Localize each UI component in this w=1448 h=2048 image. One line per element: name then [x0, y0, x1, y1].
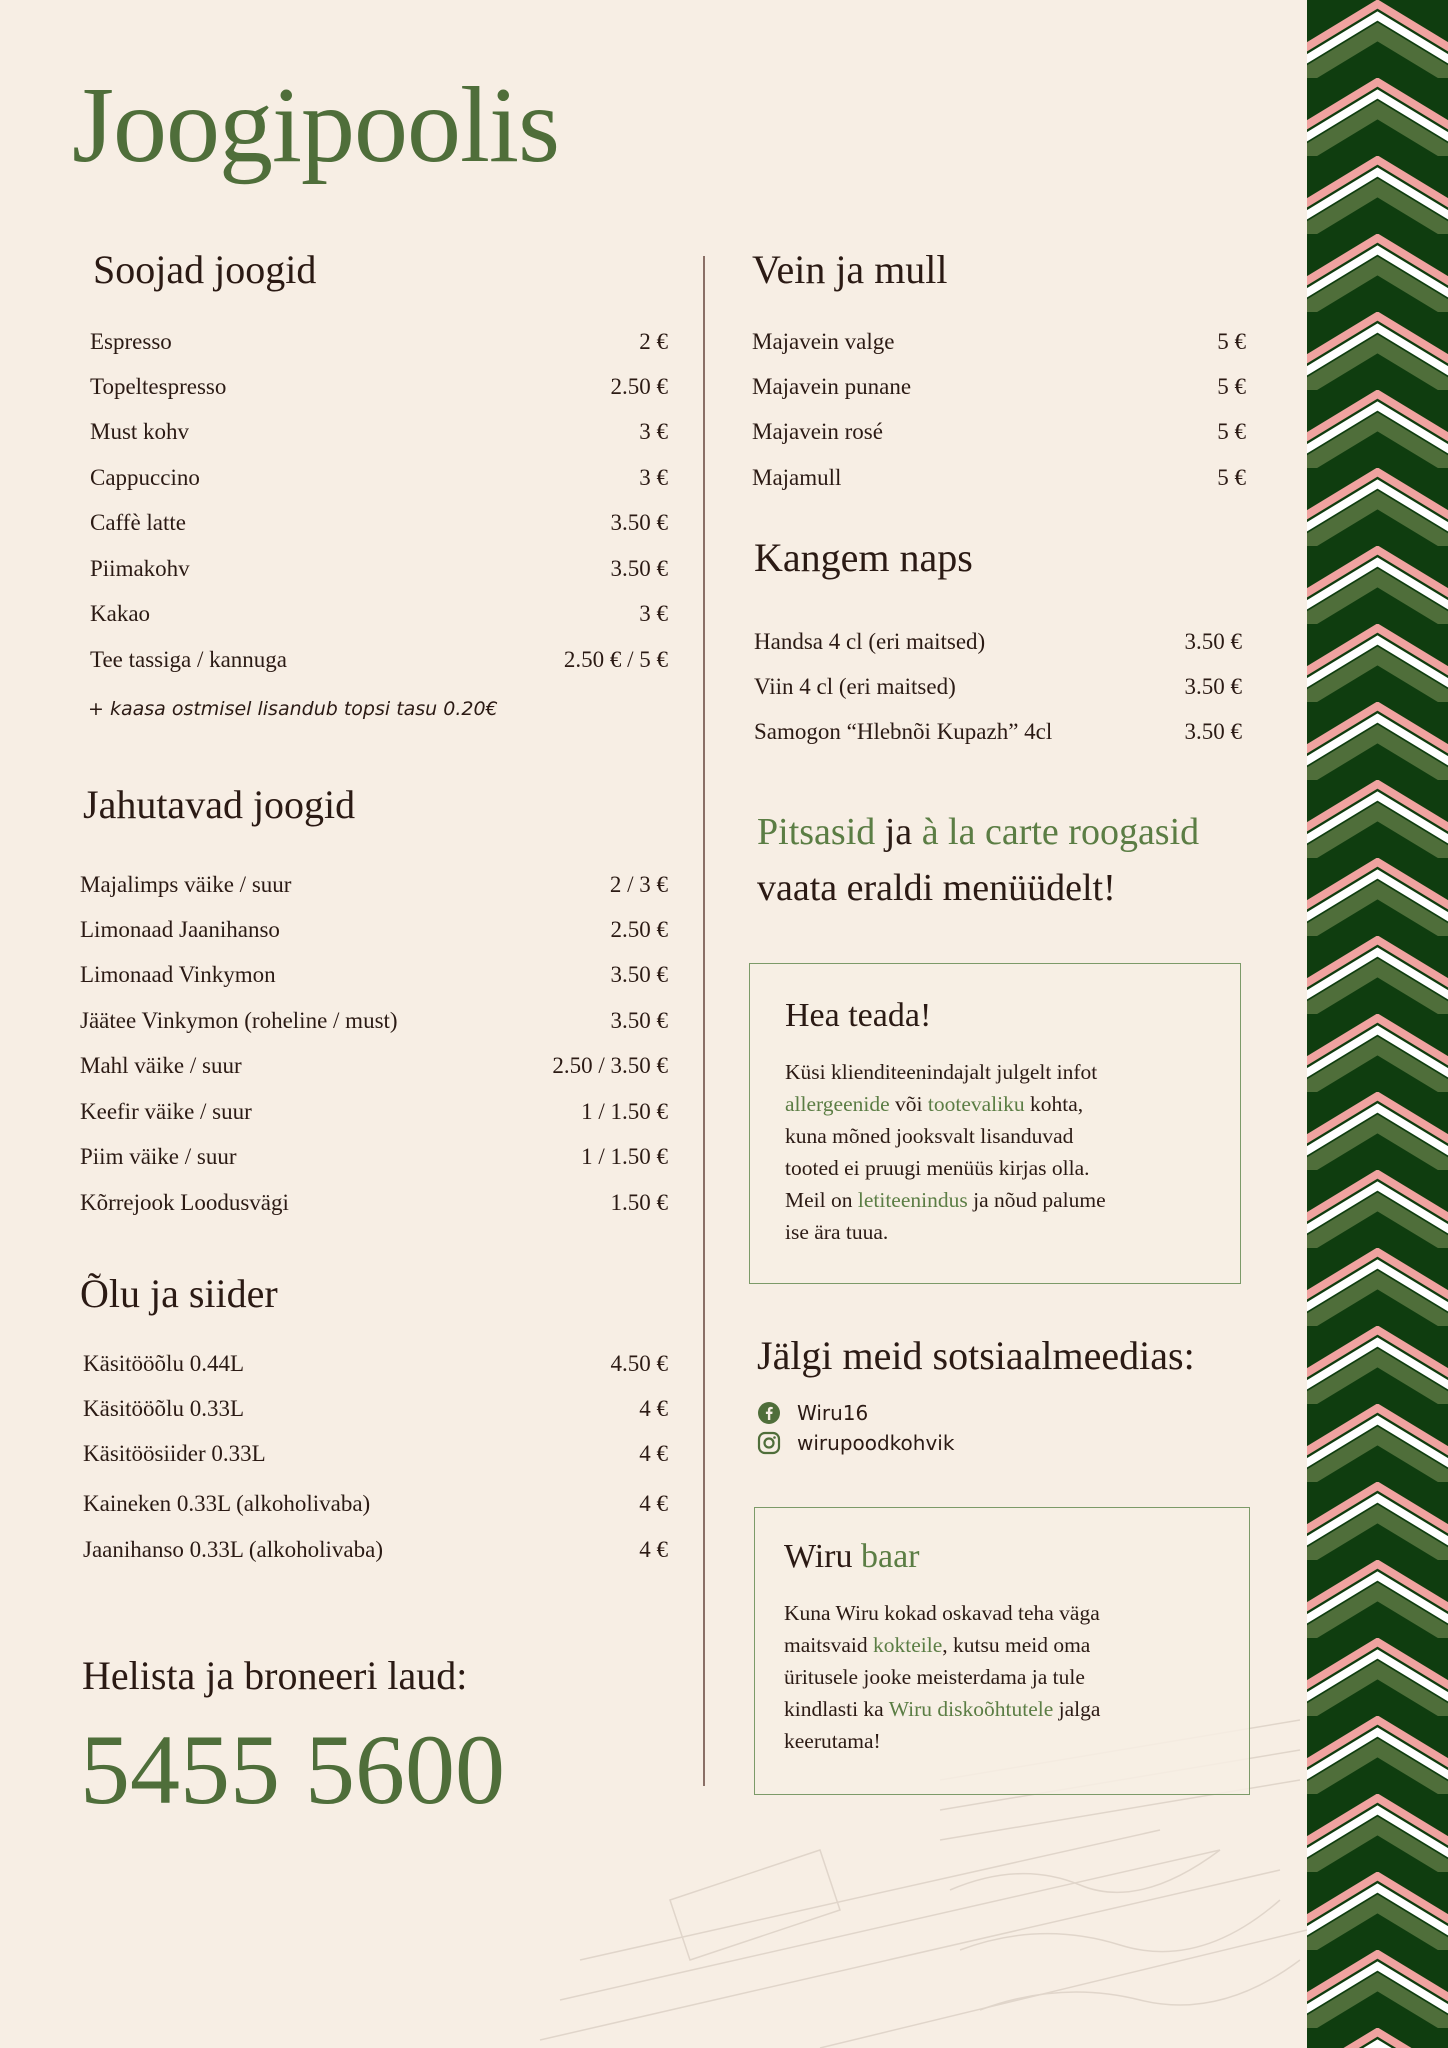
- pizza-link[interactable]: Pitsasid: [757, 811, 876, 853]
- section-heading-warm: Soojad joogid: [93, 247, 317, 292]
- item-name: Käsitööõlu 0.44L: [83, 1351, 244, 1376]
- item-name: Handsa 4 cl (eri maitsed): [754, 629, 986, 654]
- item-price: 3.50 €: [610, 556, 668, 581]
- item-name: Cappuccino: [90, 465, 200, 490]
- list-item: [90, 640, 668, 680]
- list-item: [752, 322, 1246, 362]
- item-price: 1 / 1.50 €: [581, 1144, 668, 1169]
- list-item: [754, 622, 1242, 662]
- item-price: 3.50 €: [610, 962, 668, 987]
- facebook-handle: Wiru16: [797, 1401, 869, 1425]
- section-heading-beer: Õlu ja siider: [80, 1271, 278, 1316]
- item-price: 1.50 €: [610, 1190, 668, 1215]
- phone-number[interactable]: 5455 5600: [80, 1714, 505, 1825]
- item-price: 4 €: [639, 1441, 668, 1466]
- list-item: [83, 1434, 668, 1474]
- cocktails-link[interactable]: kokteile: [872, 1633, 943, 1657]
- item-price: 1 / 1.50 €: [581, 1099, 668, 1124]
- other-menus-line-1: Pitsasid ja à la carte roogasid: [757, 811, 1200, 853]
- item-name: Majavein rosé: [752, 419, 883, 444]
- list-item: [90, 367, 668, 407]
- item-name: Piimakohv: [90, 556, 190, 581]
- list-item: [90, 458, 668, 498]
- list-item: [83, 1530, 668, 1570]
- list-item: [80, 1092, 668, 1132]
- item-price: 3 €: [639, 465, 668, 490]
- list-item: [83, 1389, 668, 1429]
- counter-service-link[interactable]: letiteenindus: [857, 1188, 968, 1212]
- list-item: [754, 712, 1242, 752]
- list-item: [80, 1183, 668, 1223]
- item-price: 4 €: [639, 1396, 668, 1421]
- item-price: 3 €: [639, 601, 668, 626]
- item-name: Tee tassiga / kannuga: [90, 647, 288, 672]
- social-title: Jälgi meid sotsiaalmeedias:: [757, 1333, 1195, 1378]
- item-price: 2.50 €: [610, 374, 668, 399]
- list-item: [90, 549, 668, 589]
- item-name: Samogon “Hlebnõi Kupazh” 4cl: [754, 719, 1053, 744]
- info-box: [749, 963, 1241, 1284]
- section-heading-wine: Vein ja mull: [752, 247, 948, 292]
- item-price: 3.50 €: [1184, 674, 1242, 699]
- list-item: [90, 594, 668, 634]
- item-name: Kõrrejook Loodusvägi: [80, 1190, 289, 1215]
- list-item: [754, 667, 1242, 707]
- item-name: Jäätee Vinkymon (roheline / must): [80, 1008, 398, 1033]
- item-name: Topeltespresso: [90, 374, 227, 399]
- item-name: Majavein valge: [752, 329, 895, 354]
- disco-nights-link[interactable]: Wiru diskoõhtutele: [888, 1697, 1054, 1721]
- item-name: Limonaad Jaanihanso: [80, 917, 280, 942]
- bar-text: Kuna Wiru kokad oskavad teha väga maitsvaid kokteile, kutsu meid oma üritusele jooke meisterdama ja tule kindlasti ka Wiru diskoõhtutele jalga keerutama!: [784, 1601, 1101, 1753]
- column-divider: [703, 256, 705, 1786]
- item-price: 4.50 €: [610, 1351, 668, 1376]
- section-heading-cool: Jahutavad joogid: [83, 782, 356, 827]
- item-price: 2.50 € / 5 €: [563, 647, 668, 672]
- item-price: 2.50 €: [610, 917, 668, 942]
- cup-fee-note: + kaasa ostmisel lisandub topsi tasu 0.20€: [88, 698, 498, 720]
- list-item: [752, 367, 1246, 407]
- item-price: 5 €: [1217, 329, 1246, 354]
- product-range-link[interactable]: tootevaliku: [927, 1092, 1025, 1116]
- list-item: [80, 1046, 668, 1086]
- list-item: [80, 1001, 668, 1041]
- item-name: Käsitööõlu 0.33L: [83, 1396, 244, 1421]
- item-name: Viin 4 cl (eri maitsed): [754, 674, 956, 699]
- item-price: 3 €: [639, 419, 668, 444]
- item-name: Keefir väike / suur: [80, 1099, 252, 1124]
- item-price: 5 €: [1217, 465, 1246, 490]
- list-item: [752, 412, 1246, 452]
- list-item: [80, 955, 668, 995]
- item-name: Piim väike / suur: [80, 1144, 237, 1169]
- item-price: 2 €: [639, 329, 668, 354]
- item-price: 2.50 / 3.50 €: [552, 1053, 668, 1078]
- list-item: [90, 412, 668, 452]
- item-price: 3.50 €: [610, 510, 668, 535]
- booking-title: Helista ja broneeri laud:: [82, 1653, 468, 1698]
- item-price: 3.50 €: [610, 1008, 668, 1033]
- item-price: 3.50 €: [1184, 719, 1242, 744]
- allergens-link[interactable]: allergeenide: [785, 1092, 890, 1116]
- item-name: Majamull: [752, 465, 842, 490]
- chevron-stripe-decoration: [1307, 0, 1448, 2048]
- item-name: Käsitöösiider 0.33L: [83, 1441, 266, 1466]
- instagram-icon: [757, 1431, 781, 1455]
- item-name: Kaineken 0.33L (alkoholivaba): [83, 1491, 371, 1516]
- item-price: 4 €: [639, 1537, 668, 1562]
- page-title: Joogipoolis: [72, 66, 560, 185]
- list-item: [80, 865, 668, 905]
- list-item: [83, 1344, 668, 1384]
- item-price: 5 €: [1217, 374, 1246, 399]
- instagram-handle: wirupoodkohvik: [797, 1431, 955, 1455]
- item-price: 4 €: [639, 1491, 668, 1516]
- item-price: 2 / 3 €: [609, 872, 668, 897]
- item-name: Majavein punane: [752, 374, 912, 399]
- list-item: [80, 910, 668, 950]
- bar-heading: Wiru baar: [784, 1538, 920, 1575]
- item-name: Kakao: [90, 601, 151, 626]
- item-price: 3.50 €: [1184, 629, 1242, 654]
- section-heading-spirits: Kangem naps: [754, 535, 973, 580]
- list-item: [83, 1484, 668, 1524]
- item-name: Caffè latte: [90, 510, 186, 535]
- list-item: [80, 1137, 668, 1177]
- item-name: Espresso: [90, 329, 172, 354]
- item-name: Limonaad Vinkymon: [80, 962, 276, 987]
- item-name: Mahl väike / suur: [80, 1053, 242, 1078]
- list-item: [90, 322, 668, 362]
- facebook-icon: [757, 1401, 781, 1425]
- bar-box: [754, 1507, 1250, 1795]
- item-name: Jaanihanso 0.33L (alkoholivaba): [83, 1537, 383, 1562]
- other-menus-notice: [757, 804, 1277, 916]
- other-menus-line-2: vaata eraldi menüüdelt!: [757, 867, 1116, 909]
- list-item: [752, 458, 1246, 498]
- info-text: Küsi klienditeenindajalt julgelt infot allergeenide või tootevaliku kohta, kuna mõned jooksvalt lisanduvad tooted ei pruugi menüüs kirjas olla. Meil on letiteenindus ja nõud palume ise ära tuua.: [785, 1060, 1106, 1244]
- list-item: [90, 503, 668, 543]
- a-la-carte-link[interactable]: à la carte roogasid: [921, 811, 1200, 853]
- item-price: 5 €: [1217, 419, 1246, 444]
- item-name: Must kohv: [90, 419, 190, 444]
- item-name: Majalimps väike / suur: [80, 872, 292, 897]
- info-heading: Hea teada!: [785, 997, 932, 1034]
